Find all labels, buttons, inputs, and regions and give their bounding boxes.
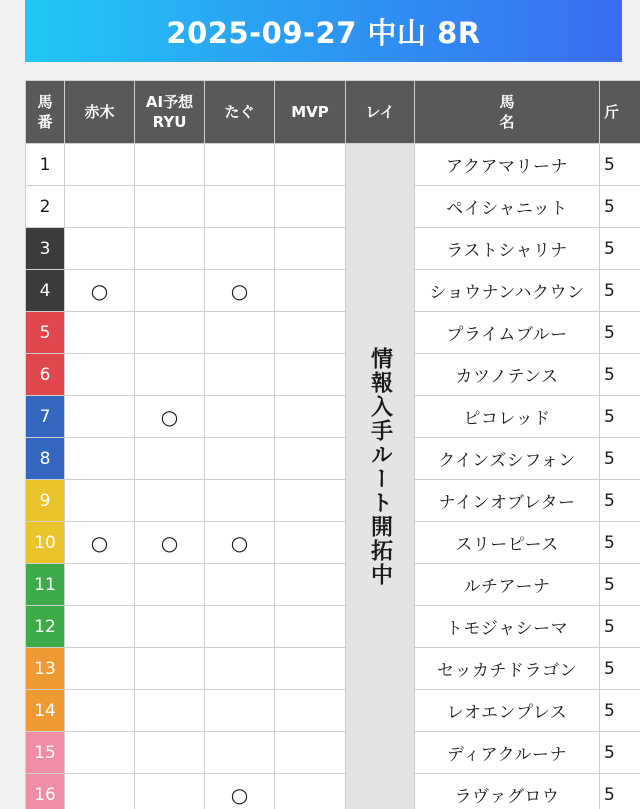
horse-number: 8 — [26, 438, 65, 480]
prediction-table-container[interactable] — [25, 80, 640, 809]
horse-number: 15 — [26, 732, 65, 774]
mvp-mark — [275, 606, 346, 648]
table-row — [26, 438, 640, 480]
mvp-mark — [275, 144, 346, 186]
ai-ryu-mark: ○ — [135, 522, 205, 564]
horse-number: 13 — [26, 648, 65, 690]
header-rei: レイ — [346, 81, 415, 144]
mvp-mark — [275, 228, 346, 270]
horse-number: 3 — [26, 228, 65, 270]
horse-name[interactable]: ペイシャニット — [415, 186, 600, 228]
header-num-line1: 馬 — [37, 92, 53, 111]
horse-number: 12 — [26, 606, 65, 648]
table-row — [26, 312, 640, 354]
table-header-row — [26, 81, 640, 144]
header-horse-name — [415, 81, 600, 144]
mvp-mark — [275, 438, 346, 480]
tagu-mark — [205, 480, 275, 522]
akagi-mark — [65, 606, 135, 648]
header-ai-ryu — [135, 81, 205, 144]
header-ai-line1: AI予想 — [145, 92, 194, 111]
horse-name[interactable]: ラヴァグロウ — [415, 774, 600, 809]
extra-value: 5 — [600, 270, 640, 312]
akagi-mark — [65, 396, 135, 438]
table-row — [26, 564, 640, 606]
mvp-mark — [275, 690, 346, 732]
ai-ryu-mark — [135, 480, 205, 522]
horse-number: 1 — [26, 144, 65, 186]
horse-name[interactable]: レオエンプレス — [415, 690, 600, 732]
horse-name[interactable]: クインズシフォン — [415, 438, 600, 480]
mvp-mark — [275, 480, 346, 522]
extra-value: 5 — [600, 522, 640, 564]
akagi-mark — [65, 564, 135, 606]
extra-value: 5 — [600, 606, 640, 648]
mvp-mark — [275, 396, 346, 438]
mvp-mark — [275, 186, 346, 228]
mvp-mark — [275, 564, 346, 606]
ai-ryu-mark — [135, 564, 205, 606]
mvp-mark — [275, 774, 346, 809]
ai-ryu-mark — [135, 438, 205, 480]
horse-number: 2 — [26, 186, 65, 228]
horse-name[interactable]: プライムブルー — [415, 312, 600, 354]
table-row — [26, 480, 640, 522]
extra-value: 5 — [600, 690, 640, 732]
table-row — [26, 690, 640, 732]
extra-value: 5 — [600, 354, 640, 396]
tagu-mark — [205, 648, 275, 690]
tagu-mark: ○ — [205, 522, 275, 564]
horse-number: 10 — [26, 522, 65, 564]
horse-name[interactable]: ピコレッド — [415, 396, 600, 438]
table-row — [26, 648, 640, 690]
mvp-mark — [275, 312, 346, 354]
horse-number: 4 — [26, 270, 65, 312]
ai-ryu-mark — [135, 732, 205, 774]
table-row — [26, 774, 640, 809]
horse-name[interactable]: ディアクルーナ — [415, 732, 600, 774]
prediction-table — [25, 80, 640, 809]
akagi-mark — [65, 480, 135, 522]
akagi-mark — [65, 354, 135, 396]
extra-value: 5 — [600, 228, 640, 270]
header-horse-line2: 名 — [499, 113, 515, 131]
tagu-mark — [205, 354, 275, 396]
horse-number: 5 — [26, 312, 65, 354]
table-row — [26, 144, 640, 186]
extra-value: 5 — [600, 396, 640, 438]
table-body — [26, 144, 640, 809]
akagi-mark: ○ — [65, 522, 135, 564]
tagu-mark — [205, 732, 275, 774]
extra-value: 5 — [600, 186, 640, 228]
ai-ryu-mark — [135, 606, 205, 648]
horse-name[interactable]: ルチアーナ — [415, 564, 600, 606]
mvp-mark — [275, 522, 346, 564]
header-extra: 斤 — [600, 81, 640, 144]
ai-ryu-mark — [135, 270, 205, 312]
extra-value: 5 — [600, 648, 640, 690]
tagu-mark — [205, 606, 275, 648]
table-row — [26, 522, 640, 564]
ai-ryu-mark — [135, 186, 205, 228]
ai-ryu-mark — [135, 354, 205, 396]
extra-value: 5 — [600, 144, 640, 186]
table-row — [26, 606, 640, 648]
tagu-mark: ○ — [205, 774, 275, 809]
extra-value: 5 — [600, 480, 640, 522]
akagi-mark — [65, 774, 135, 809]
header-akagi: 赤木 — [65, 81, 135, 144]
tagu-mark — [205, 564, 275, 606]
horse-name[interactable]: セッカチドラゴン — [415, 648, 600, 690]
akagi-mark — [65, 186, 135, 228]
rei-note-text: 情報入手ルート開拓中 — [367, 347, 393, 587]
tagu-mark — [205, 186, 275, 228]
table-row — [26, 186, 640, 228]
akagi-mark — [65, 732, 135, 774]
page-title: 2025-09-27 中山 8R — [25, 0, 622, 62]
rei-column-note — [346, 144, 415, 809]
tagu-mark — [205, 144, 275, 186]
horse-number: 7 — [26, 396, 65, 438]
akagi-mark — [65, 648, 135, 690]
ai-ryu-mark — [135, 144, 205, 186]
extra-value: 5 — [600, 774, 640, 809]
akagi-mark — [65, 144, 135, 186]
ai-ryu-mark — [135, 774, 205, 809]
extra-value: 5 — [600, 732, 640, 774]
tagu-mark — [205, 396, 275, 438]
akagi-mark — [65, 690, 135, 732]
ai-ryu-mark — [135, 648, 205, 690]
horse-number: 16 — [26, 774, 65, 809]
header-horse-number — [26, 81, 65, 144]
table-row — [26, 732, 640, 774]
akagi-mark — [65, 228, 135, 270]
ai-ryu-mark — [135, 312, 205, 354]
akagi-mark — [65, 438, 135, 480]
header-mvp: MVP — [275, 81, 346, 144]
tagu-mark — [205, 690, 275, 732]
mvp-mark — [275, 732, 346, 774]
tagu-mark — [205, 312, 275, 354]
tagu-mark — [205, 438, 275, 480]
tagu-mark: ○ — [205, 270, 275, 312]
table-row — [26, 396, 640, 438]
tagu-mark — [205, 228, 275, 270]
left-margin — [0, 80, 25, 809]
akagi-mark — [65, 312, 135, 354]
ai-ryu-mark: ○ — [135, 396, 205, 438]
header-tagu: たぐ — [205, 81, 275, 144]
horse-name[interactable]: トモジャシーマ — [415, 606, 600, 648]
table-row — [26, 270, 640, 312]
horse-number: 11 — [26, 564, 65, 606]
horse-number: 14 — [26, 690, 65, 732]
horse-name[interactable]: ナインオブレター — [415, 480, 600, 522]
header-horse-line1: 馬 — [499, 92, 515, 111]
table-row — [26, 228, 640, 270]
horse-name[interactable]: アクアマリーナ — [415, 144, 600, 186]
horse-name[interactable]: ショウナンハクウン — [415, 270, 600, 312]
header-num-line2: 番 — [37, 113, 53, 131]
mvp-mark — [275, 648, 346, 690]
horse-name[interactable]: カツノテンス — [415, 354, 600, 396]
horse-name[interactable]: ラストシャリナ — [415, 228, 600, 270]
mvp-mark — [275, 270, 346, 312]
horse-number: 9 — [26, 480, 65, 522]
ai-ryu-mark — [135, 690, 205, 732]
extra-value: 5 — [600, 564, 640, 606]
horse-number: 6 — [26, 354, 65, 396]
mvp-mark — [275, 354, 346, 396]
akagi-mark: ○ — [65, 270, 135, 312]
horse-name[interactable]: スリーピース — [415, 522, 600, 564]
extra-value: 5 — [600, 438, 640, 480]
extra-value: 5 — [600, 312, 640, 354]
header-ai-line2: RYU — [152, 113, 187, 131]
ai-ryu-mark — [135, 228, 205, 270]
table-row — [26, 354, 640, 396]
